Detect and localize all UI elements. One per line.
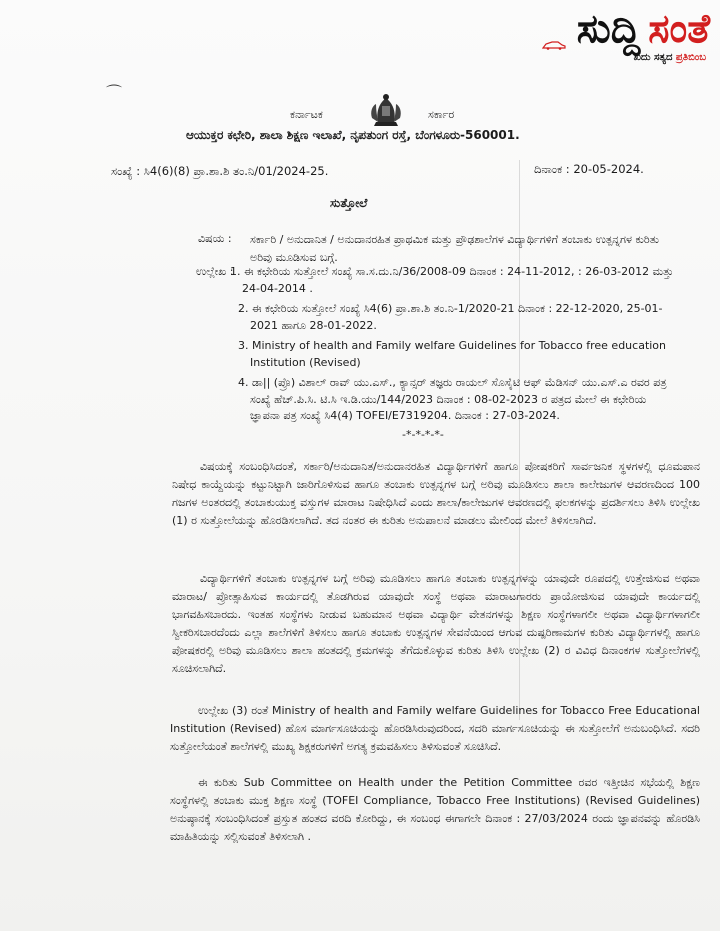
logo-word-1: ಸುದ್ದಿ (576, 6, 641, 52)
paragraph-text: ಉಲ್ಲೇಖ (3) ರಂತೆ Ministry of health and Family welfare Guidelines for Tobacco Free Educational Institution (Revised) ಹೊಸ ಮಾರ್ಗಸೂಚಿಯನ್ನು ಹೊರಡಿಸಿರುವುದರಿಂದ, ಸದರಿ ಮಾರ್ಗಸೂಚಿಯನ್ನು ಈ ಸುತ್ತೋಲೆಗೆ ಅನುಬಂಧಿಸಿದೆ. ಸದರಿ ಸುತ್ತೋಲೆಯಂತೆ ಶಾಲೆಗಳಲ್ಲಿ ಮುಖ್ಯ ಶಿಕ್ಷಕರುಗಳಿಗೆ ಅಗತ್ಯ ಕ್ರಮವಹಿಸಲು ತಿಳಿಸುವಂತೆ ಸೂಚಿಸಿದೆ. (170, 704, 700, 753)
reference-item: 1. ಈ ಕಛೇರಿಯ ಸುತ್ತೋಲೆ ಸಂಖ್ಯೆ ಸಾ.ಸ.ದು.ನಿ/36/2008-09 ದಿನಾಂಕ : 24-11-2012, : 26-03-2012 ಮತ್ತು 24-04-2014 . (230, 265, 674, 295)
pen-mark: ⌒ (106, 83, 123, 102)
logo-tagline-part1: ಖದು ಸತ್ಯದ (633, 52, 676, 63)
header-government: ಸರ್ಕಾರ (428, 108, 455, 121)
header-state: ಕರ್ನಾಟಕ (290, 108, 323, 121)
body-paragraph-1 (172, 458, 700, 530)
document-title: ಸುತ್ತೋಲೆ (330, 196, 368, 210)
sudhi-sante-logo (510, 6, 710, 76)
body-paragraph-4 (170, 774, 700, 846)
reference-item: 4. ಡಾ|| (ಪ್ರೊ) ವಿಶಾಲ್ ರಾವ್ ಯು.ಎಸ್., ಕ್ಯಾನ್ಸರ್ ತಜ್ಞರು ರಾಯಲ್ ಸೊಸೈಟಿ ಆಫ್ ಮೆಡಿಸನ್ ಯು.ಎಸ್.ಎ ರವರ ಪತ್ರ ಸಂಖ್ಯೆ ಹೆಚ್.ಪಿ.ಸಿ. ಟಿ.ಸಿ ಇ.ಡಿ.ಯು/144/2023 ದಿನಾಂಕ : 08-02-2023 ರ ಪತ್ರದ ಮೇಲೆ ಈ ಕಛೇರಿಯ ಜ್ಞಾಪನಾ ಪತ್ರ ಸಂಖ್ಯೆ ಸಿ4(4) TOFEI/E7319204. ದಿನಾಂಕ : 27-03-2024. (238, 376, 667, 422)
body-paragraph-2 (172, 570, 700, 678)
separator: -*-*-*-*- (402, 428, 444, 441)
references-label: ಉಲ್ಲೇಖ : (196, 265, 234, 278)
car-icon (542, 40, 566, 50)
reference-item: 2. ಈ ಕಛೇರಿಯ ಸುತ್ತೋಲೆ ಸಂಖ್ಯೆ ಸಿ4(6) ಪ್ರಾ.ಶಾ.ಶಿ ತಂ.ನಿ-1/2020-21 ದಿನಾಂಕ : 22-12-2020, 25-01-2021 ಹಾಗೂ 28-01-2022. (238, 302, 663, 332)
logo-wordmark (577, 6, 710, 52)
document-date: ದಿನಾಂಕ : 20-05-2024. (534, 162, 644, 176)
paragraph-text: ವಿದ್ಯಾರ್ಥಿಗಳಿಗೆ ತಂಬಾಕು ಉತ್ಪನ್ನಗಳ ಬಗ್ಗೆ ಅರಿವು ಮೂಡಿಸಲು ಹಾಗೂ ತಂಬಾಕು ಉತ್ಪನ್ನಗಳನ್ನು ಯಾವುದೇ ರೂಪದಲ್ಲಿ ಉತ್ತೇಜಿಸುವ ಅಥವಾ ಮಾರಾಟ/ ಪ್ರೋತ್ಸಾಹಿಸುವ ಕಾರ್ಯದಲ್ಲಿ ತೊಡಗಿರುವ ಯಾವುದೇ ಸಂಸ್ಥೆ ಅಥವಾ ಮಾರಾಟಗಾರರು ಪ್ರಾಯೋಜಿಸುವ ಯಾವುದೇ ಕಾರ್ಯದಲ್ಲಿ ಭಾಗವಹಿಸಬಾರದು. ಇಂತಹ ಸಂಸ್ಥೆಗಳು ನೀಡುವ ಬಹುಮಾನ ಅಥವಾ ವಿದ್ಯಾರ್ಥಿ ವೇತನಗಳನ್ನು ಶಿಕ್ಷಣ ಸಂಸ್ಥೆಗಳಾಗಲೀ ಅಥವಾ ವಿದ್ಯಾರ್ಥಿಗಳಾಗಲೀ ಸ್ವೀಕರಿಸಬಾರದೆಂದು ಎಲ್ಲಾ ಶಾಲೆಗಳಿಗೆ ತಿಳಿಸಲು ಹಾಗೂ ತಂಬಾಕು ಉತ್ಪನ್ನಗಳ ಸೇವನೆಯಿಂದ ಆಗುವ ದುಷ್ಪರಿಣಾಮಗಳ ಕುರಿತು ವಿದ್ಯಾರ್ಥಿಗಳಲ್ಲಿ ಹಾಗೂ ಪೋಷಕರಲ್ಲಿ ಅರಿವು ಮೂಡಿಸಲು ಶಾಲಾ ಹಂತದಲ್ಲಿ ಕ್ರಮಗಳನ್ನು ತೆಗೆದುಕೊಳ್ಳುವ ಕುರಿತು ತಿಳಿಸಿ ಉಲ್ಲೇಖ (2) ರ ವಿವಿಧ ದಿನಾಂಕಗಳ ಸುತ್ತೋಲೆಗಳಲ್ಲಿ ಸೂಚಿಸಲಾಗಿದೆ. (172, 572, 700, 675)
subject-label: ವಿಷಯ : (198, 232, 232, 245)
body-paragraph-3 (170, 702, 700, 756)
paragraph-text: ವಿಷಯಕ್ಕೆ ಸಂಬಂಧಿಸಿದಂತೆ, ಸರ್ಕಾರಿ/ಅನುದಾನಿತ/ಅನುದಾನರಹಿತ ವಿದ್ಯಾರ್ಥಿಗಳಿಗೆ ಹಾಗೂ ಪೋಷಕರಿಗೆ ಸಾರ್ವಜನಿಕ ಸ್ಥಳಗಳಲ್ಲಿ ಧೂಮಪಾನ ನಿಷೇಧ ಕಾಯ್ದೆಯನ್ನು ಕಟ್ಟುನಿಟ್ಟಾಗಿ ಜಾರಿಗೊಳಿಸುವ ಹಾಗೂ ತಂಬಾಕು ಉತ್ಪನ್ನಗಳ ಬಗ್ಗೆ ಅರಿವು ಮೂಡಿಸಲು ಶಾಲಾ ಕಾಲೇಜುಗಳ ಆವರಣದಿಂದ 100 ಗಜಗಳ ಅಂತರದಲ್ಲಿ ತಂಬಾಕುಯುಕ್ತ ವಸ್ತುಗಳ ಮಾರಾಟ ನಿಷೇಧಿಸಿದೆ ಎಂದು ಶಾಲಾ/ಕಾಲೇಜುಗಳ ಆವರಣದಲ್ಲಿ ಫಲಕಗಳನ್ನು ಪ್ರದರ್ಶಿಸಲು ತಿಳಿಸಿ ಉಲ್ಲೇಖ (1) ರ ಸುತ್ತೋಲೆಯನ್ನು ಹೊರಡಿಸಲಾಗಿದೆ. ತದ ನಂತರ ಈ ಕುರಿತು ಅನುಪಾಲನೆ ಮಾಡಲು ಮೇಲಿಂದ ಮೇಲೆ ತಿಳಿಸಲಾಗಿದೆ. (172, 460, 700, 527)
logo-word-2: ಸಂತೆ (648, 6, 710, 52)
subject-text: ಸರ್ಕಾರಿ / ಅನುದಾನಿತ / ಅನುದಾನರಹಿತ ಪ್ರಾಥಮಿಕ ಮತ್ತು ಪ್ರೌಢಶಾಲೆಗಳ ವಿದ್ಯಾರ್ಥಿಗಳಿಗೆ ತಂಬಾಕು ಉತ್ಪನ್ನಗಳ ಕುರಿತು ಅರಿವು ಮೂಡಿಸುವ ಬಗ್ಗೆ. (250, 233, 660, 264)
references-list (230, 264, 678, 429)
header-office-address: ಆಯುಕ್ತರ ಕಛೇರಿ, ಶಾಲಾ ಶಿಕ್ಷಣ ಇಲಾಖೆ, ನೃಪತುಂಗ ರಸ್ತೆ, ಬೆಂಗಳೂರು-560001. (186, 128, 520, 142)
reference-item: 3. Ministry of health and Family welfare Guidelines for Tobacco free education Institution (Revised) (238, 339, 667, 369)
logo-tagline-part2: ಪ್ರತಿಬಿಂಬ (675, 52, 706, 63)
reference-number: ಸಂಖ್ಯೆ : ಸಿ4(6)(8) ಪ್ರಾ.ಶಾ.ಶಿ ತಂ.ನಿ/01/2024-25. (111, 164, 329, 178)
logo-tagline (634, 52, 706, 63)
paper-fold-line (519, 160, 520, 720)
state-emblem-icon (366, 92, 406, 128)
paragraph-text: ಈ ಕುರಿತು Sub Committee on Health under the Petition Committee ರವರ ಇತ್ತೀಚಿನ ಸಭೆಯಲ್ಲಿ ಶಿಕ್ಷಣ ಸಂಸ್ಥೆಗಳಲ್ಲಿ ತಂಬಾಕು ಮುಕ್ತ ಶಿಕ್ಷಣ ಸಂಸ್ಥೆ (TOFEI Compliance, Tobacco Free Institutions) (Revised Guidelines) ಅನುಷ್ಠಾನಕ್ಕೆ ಸಂಬಂಧಿಸಿದಂತೆ ಪ್ರಸ್ತುತ ಹಂತದ ವರದಿ ಕೋರಿದ್ದು, ಈ ಸಂಬಂಧ ಈಗಾಗಲೇ ದಿನಾಂಕ : 27/03/2024 ರಂದು ಜ್ಞಾಪನವನ್ನು ಹೊರಡಿಸಿ ಮಾಹಿತಿಯನ್ನು ಸಲ್ಲಿಸುವಂತೆ ತಿಳಿಸಲಾಗಿ . (170, 776, 700, 843)
